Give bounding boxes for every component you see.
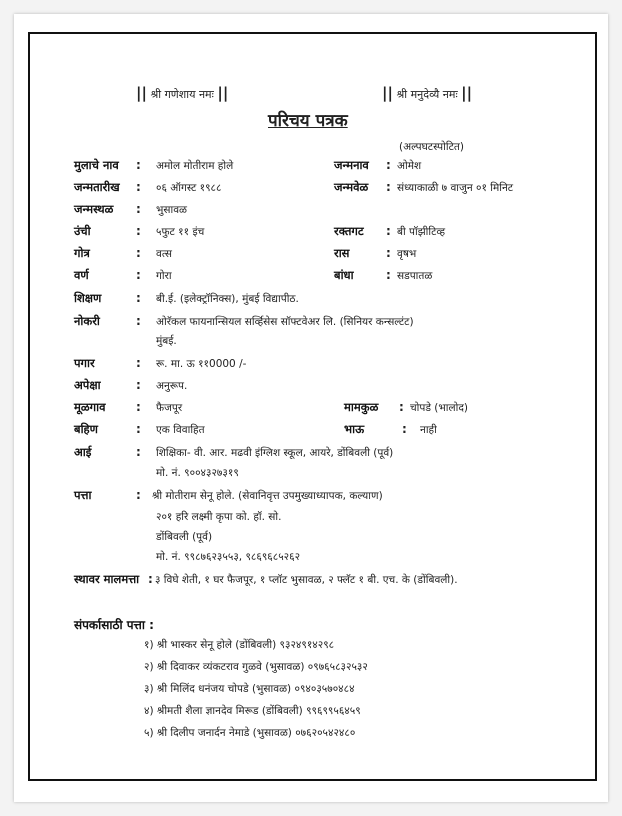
colon: :	[136, 378, 141, 392]
label-salary: पगार	[74, 356, 95, 370]
label-brother: भाऊ	[344, 422, 365, 436]
value-gotra: वत्स	[156, 248, 172, 260]
contact-item: ३) श्री मिलिंद धनंजय चोपडे (भुसावळ) ०९४०३५७०४८४	[144, 683, 355, 695]
colon: :	[386, 180, 391, 194]
value-sister: एक विवाहित	[156, 424, 205, 436]
colon: :	[148, 572, 153, 586]
colon: :	[136, 224, 141, 238]
value-job-line2: मुंबई.	[156, 335, 177, 347]
address-line-1: श्री मोतीराम सेनू होले. (सेवानिवृत्त उपमुख्याध्यापक, कल्याण)	[152, 490, 383, 502]
contact-item: ४) श्रीमती शैला ज्ञानदेव मिरूड (डोंबिवली) ९९६९९५६४५९	[144, 705, 361, 717]
value-dob: ०६ ऑगस्ट १९८८	[156, 182, 222, 194]
address-line-4: मो. नं. ९९८७६२३५५३, ९८६९६८५२६२	[156, 551, 301, 563]
label-janmanav: जन्मनाव	[334, 158, 369, 172]
label-property: स्थावर मालमत्ता	[74, 572, 140, 586]
colon: :	[386, 268, 391, 282]
colon: :	[399, 400, 404, 414]
page-subtitle: (अल्पघटस्पोटित)	[399, 141, 464, 153]
label-sister: बहिण	[74, 422, 98, 436]
label-address: पत्ता	[74, 488, 92, 502]
value-height: ५फुट ११ इंच	[156, 226, 205, 238]
colon: :	[386, 158, 391, 172]
right-bars-close: ||	[461, 84, 473, 102]
value-complexion: गोरा	[156, 270, 172, 282]
contacts-heading: संपर्कासाठी पत्ता :	[74, 618, 154, 632]
left-invocation	[136, 84, 228, 102]
colon: :	[136, 158, 141, 172]
label-gotra: गोत्र	[74, 246, 90, 260]
label-mother: आई	[74, 445, 92, 459]
left-invocation-text: श्री गणेशाय नमः	[150, 88, 214, 101]
colon: :	[136, 246, 141, 260]
colon: :	[402, 422, 407, 436]
label-maternal: मामकुळ	[344, 400, 379, 414]
label-birth-time: जन्मवेळ	[334, 180, 369, 194]
label-name: मुलाचे नाव	[74, 158, 119, 172]
value-brother: नाही	[420, 424, 437, 436]
colon: :	[136, 268, 141, 282]
value-birth-time: संध्याकाळी ७ वाजुन ०१ मिनिट	[397, 182, 514, 194]
label-build: बांधा	[334, 268, 354, 282]
value-janmanav: ओमेश	[397, 160, 422, 172]
label-education: शिक्षण	[74, 291, 102, 305]
left-bars-close: ||	[217, 84, 229, 102]
value-expectation: अनुरूप.	[156, 380, 188, 392]
value-rashi: वृषभ	[397, 248, 417, 260]
right-invocation	[382, 84, 472, 102]
contact-item: १) श्री भास्कर सेनू होले (डोंबिवली) ९३२४९१४२९८	[144, 639, 335, 651]
contact-item: ५) श्री दिलीप जनार्दन नेमाडे (भुसावळ) ०७६२०५४२४८०	[144, 727, 356, 739]
value-birth-place: भुसावळ	[156, 204, 188, 216]
address-line-2: २०१ हरि लक्ष्मी कृपा को. हॉ. सो.	[156, 511, 282, 523]
colon: :	[136, 400, 141, 414]
label-dob: जन्मतारीख	[74, 180, 120, 194]
document-page	[14, 14, 608, 802]
value-name: अमोल मोतीराम होले	[156, 160, 234, 172]
colon: :	[136, 291, 141, 305]
value-blood-group: बी पॉझीटिव्ह	[397, 226, 446, 238]
right-bars-open: ||	[382, 84, 393, 102]
label-blood-group: रक्तगट	[334, 224, 364, 238]
value-maternal: चोपडे (भालोद)	[410, 402, 469, 414]
label-job: नोकरी	[74, 314, 100, 328]
colon: :	[136, 356, 141, 370]
colon: :	[386, 224, 391, 238]
value-mother-line1: शिक्षिका- वी. आर. मढवी इंग्लिश स्कूल, आयरे, डोंबिवली (पूर्व)	[156, 447, 394, 459]
colon: :	[136, 422, 141, 436]
label-height: उंची	[74, 224, 91, 238]
colon: :	[136, 445, 141, 459]
label-rashi: रास	[334, 246, 350, 260]
label-expectation: अपेक्षा	[74, 378, 101, 392]
colon: :	[136, 202, 141, 216]
colon: :	[136, 314, 141, 328]
label-native: मूळगाव	[74, 400, 106, 414]
label-complexion: वर्ण	[74, 268, 89, 282]
colon: :	[386, 246, 391, 260]
value-mother-line2: मो. नं. ९००४३२७३१९	[156, 467, 239, 479]
address-line-3: डोंबिवली (पूर्व)	[156, 531, 213, 543]
colon: :	[136, 180, 141, 194]
value-build: सडपातळ	[397, 270, 433, 282]
value-salary: रू. मा. ऊ ११0000 /-	[156, 358, 247, 370]
value-job-line1: ओरॅकल फायनान्सियल सर्व्हिसेस सॉफ्टवेअर लि. (सिनियर कन्सल्टंट)	[156, 316, 414, 328]
value-education: बी.ई. (इलेक्ट्रॉनिक्स), मुंबई विद्यापीठ.	[156, 293, 299, 305]
value-native: फैजपूर	[156, 402, 183, 414]
left-bars-open: ||	[136, 84, 147, 102]
value-property: ३ विघे शेती, १ घर फैजपूर, १ प्लॉट भुसावळ, २ फ्लॅट १ बी. एच. के (डोंबिवली).	[155, 574, 458, 586]
colon: :	[136, 488, 141, 502]
right-invocation-text: श्री मनुदेव्यै नमः	[396, 88, 458, 101]
label-birth-place: जन्मस्थळ	[74, 202, 114, 216]
page-title: परिचय पत्रक	[268, 111, 348, 131]
contact-item: २) श्री दिवाकर व्यंकटराव गुळवे (भुसावळ) ०९७६५८३२५३२	[144, 661, 368, 673]
